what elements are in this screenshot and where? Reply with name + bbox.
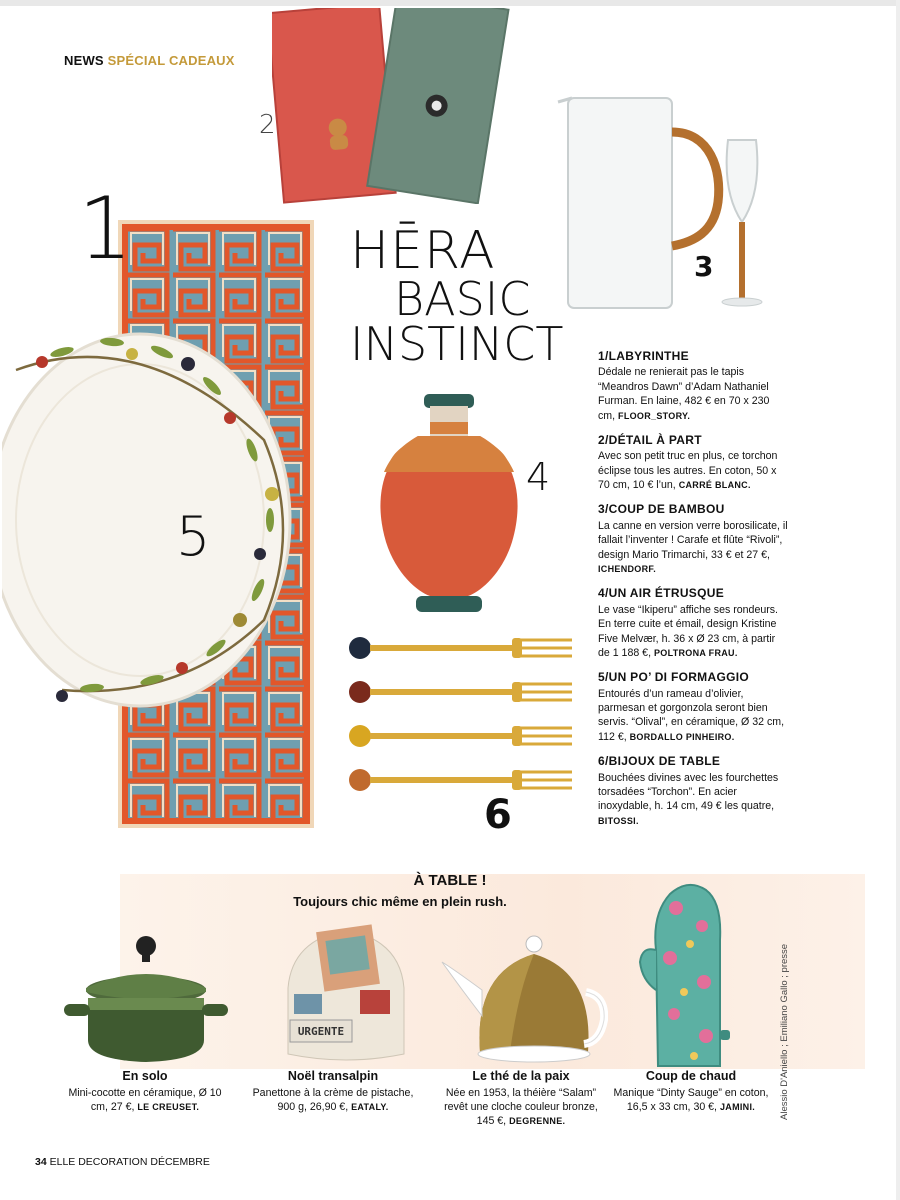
header-section: NEWS <box>64 53 104 68</box>
item-number-1: 1 <box>78 179 133 279</box>
item-text: La canne en version verre borosilicate, il fallait l’inventer ! Carafe et flûte “Rivoli”, design Mario Trimarchi, 33 € et 27 €, <box>598 519 788 561</box>
product-caption <box>248 1068 418 1114</box>
title-line-2: BASIC <box>394 271 531 326</box>
item-heading: 3/COUP DE BAMBOU <box>598 502 725 517</box>
panettone-image <box>276 918 416 1070</box>
item-heading: 5/UN PO’ DI FORMAGGIO <box>598 670 749 685</box>
product-brand: LE CREUSET. <box>137 1102 200 1113</box>
item-brand: ICHENDORF. <box>598 564 657 574</box>
item-number-2: 2 <box>259 110 276 140</box>
header-subsection: SPÉCIAL CADEAUX <box>107 53 235 68</box>
page-number: 34 <box>35 1156 47 1168</box>
item-text: Avec son petit truc en plus, ce torchon éclipse tous les autres. En coton, 50 x 70 cm, 10 € l’un, <box>598 450 778 492</box>
photo-credit: Alessio D'Aniello ; Emiliano Gallo ; presse <box>779 943 790 1120</box>
vase-image <box>378 392 524 618</box>
page-footer <box>35 1156 210 1168</box>
product-heading: Coup de chaud <box>645 1069 737 1083</box>
item-brand: BORDALLO PINHEIRO. <box>629 731 735 742</box>
item-description <box>598 348 788 423</box>
top-edge-strip <box>0 0 900 6</box>
cocotte-image <box>60 936 234 1068</box>
item-text: Dédale ne renierait pas le tapis “Meandros Dawn” d’Adam Nathaniel Furman. En laine, 482 € en 70 x 230 cm, <box>598 366 770 422</box>
item-heading: 6/BIJOUX DE TABLE <box>598 754 721 769</box>
item-text: Le vase “Ikiperu” affiche ses rondeurs. En terre cuite et émail, design Kristine Five Melvær, h. 36 x Ø 23 cm, à partir de 1 188 €, <box>598 603 778 659</box>
product-heading: Noël transalpin <box>287 1069 379 1083</box>
tea-towels-image <box>272 8 524 204</box>
issue-month: DÉCEMBRE <box>150 1156 210 1168</box>
item-text: Entourés d’un rameau d’olivier, parmesan et gorgonzola seront bien servis. “Olival”, en céramique, Ø 32 cm, 112 €, <box>598 687 785 743</box>
magazine-name: ELLE DECORATION <box>49 1156 148 1168</box>
product-text: Manique “Dinty Sauge” en coton, 16,5 x 33 cm, 30 €, <box>613 1086 769 1114</box>
product-brand: DEGRENNE. <box>509 1116 566 1127</box>
title-line-1: HĒRA <box>350 221 496 281</box>
item-description <box>598 585 788 660</box>
product-text: Née en 1953, la théière “Salam” revêt une cloche couleur bronze, 145 €, <box>444 1086 598 1128</box>
carafe-and-flute-image <box>550 92 770 314</box>
panettone-label: URGENTE <box>297 1025 345 1038</box>
forks-image <box>346 626 576 802</box>
item-heading: 1/LABYRINTHE <box>598 349 689 363</box>
oven-mitt-image <box>636 880 736 1068</box>
item-text: Bouchées divines avec les fourchettes torsadées “Torchon”. En acier inoxydable, h. 14 cm, 49 € les quatre, <box>598 771 779 813</box>
item-brand: FLOOR_STORY. <box>618 410 691 421</box>
item-number-4: 4 <box>526 455 551 499</box>
item-description <box>598 669 788 744</box>
item-descriptions <box>598 348 788 837</box>
item-heading: 4/UN AIR ÉTRUSQUE <box>598 586 725 601</box>
teapot-image <box>438 932 608 1068</box>
product-heading: Le thé de la paix <box>472 1069 570 1083</box>
item-brand: POLTRONA FRAU. <box>653 647 738 658</box>
olive-plate-image <box>2 330 302 710</box>
item-description <box>598 501 788 576</box>
a-table-subtitle: Toujours chic même en plein rush. <box>293 894 507 909</box>
item-description <box>598 753 788 828</box>
product-caption <box>606 1068 776 1114</box>
product-text: Panettone à la crème de pistache, 900 g, 26,90 €, <box>252 1086 414 1114</box>
item-number-6: 6 <box>484 792 512 838</box>
item-heading: 2/DÉTAIL À PART <box>598 432 702 447</box>
product-caption <box>60 1068 230 1114</box>
a-table-title: À TABLE ! <box>413 872 487 889</box>
item-brand: BITOSSI. <box>598 815 639 826</box>
product-caption <box>436 1068 606 1129</box>
right-edge-strip <box>896 0 900 1200</box>
title-line-3: INSTINCT <box>350 317 564 372</box>
item-description <box>598 432 788 493</box>
product-heading: En solo <box>122 1069 168 1083</box>
item-number-3: 3 <box>694 250 714 283</box>
item-number-5: 5 <box>176 505 211 568</box>
product-brand: JAMINI. <box>719 1102 756 1113</box>
page-title <box>350 221 564 372</box>
item-brand: CARRÉ BLANC. <box>678 480 751 491</box>
product-text: Mini-cocotte en céramique, Ø 10 cm, 27 €, <box>68 1086 222 1114</box>
product-brand: EATALY. <box>351 1102 389 1113</box>
page-header <box>64 53 235 68</box>
